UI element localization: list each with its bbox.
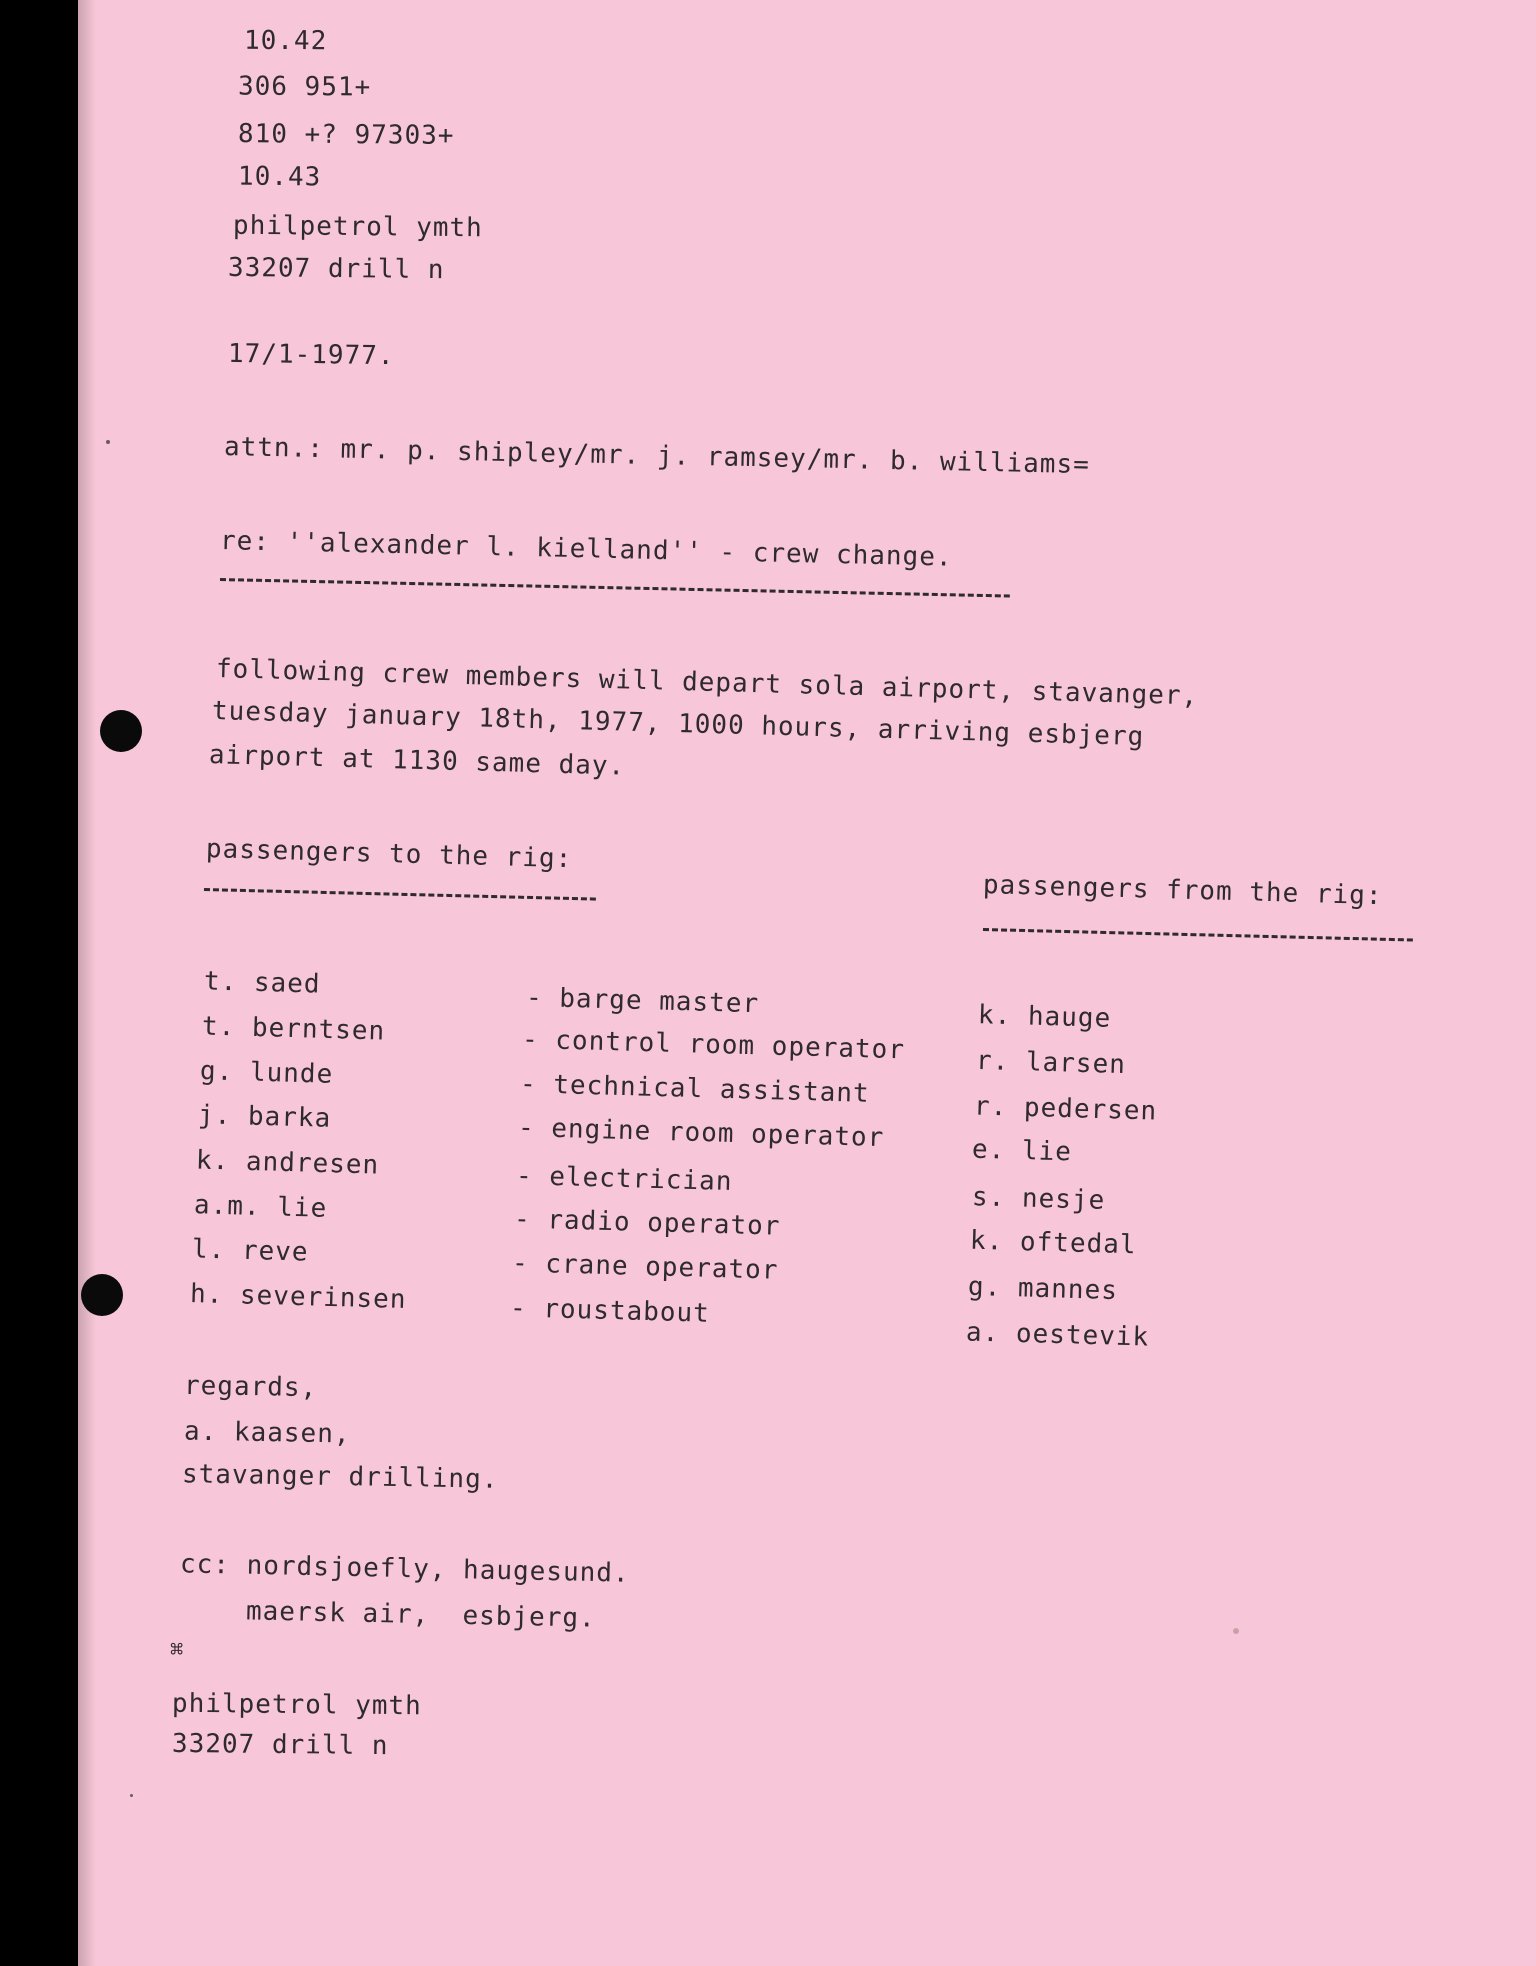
header-answerback-2: 33207 drill n <box>227 252 445 286</box>
dust-speck <box>106 440 110 444</box>
to-rig-role: - radio operator <box>513 1204 781 1242</box>
to-rig-role: - roustabout <box>509 1293 711 1329</box>
from-rig-name: g. mannes <box>967 1271 1119 1307</box>
message-date: 17/1-1977. <box>227 338 395 372</box>
subject-line: re: ''alexander l. kielland'' - crew change. <box>219 526 953 573</box>
from-rig-name: r. larsen <box>975 1045 1127 1081</box>
to-rig-role: - control room operator <box>521 1024 906 1066</box>
body-line-2: tuesday january 18th, 1977, 1000 hours, arriving esbjerg <box>211 696 1145 753</box>
telex-page <box>78 0 1536 1966</box>
punch-hole-top <box>100 710 142 752</box>
body-line-1: following crew members will depart sola airport, stavanger, <box>215 654 1199 712</box>
to-rig-role: - technical assistant <box>519 1069 871 1109</box>
header-code-1: 306 951+ <box>237 71 372 103</box>
cc-line-2: maersk air, esbjerg. <box>245 1596 597 1634</box>
punch-hole-bottom <box>81 1274 123 1316</box>
end-of-message-symbol: ⌘ <box>170 1638 185 1663</box>
to-rig-role: - barge master <box>525 982 760 1020</box>
from-rig-heading: passengers from the rig: <box>982 870 1383 912</box>
header-answerback-1: philpetrol ymth <box>232 210 483 244</box>
cc-line-1: cc: nordsjoefly, haugesund. <box>179 1549 630 1589</box>
sender-name: a. kaasen, <box>183 1416 351 1450</box>
from-rig-name: s. nesje <box>971 1182 1106 1216</box>
from-rig-name: e. lie <box>971 1134 1073 1168</box>
dust-speck <box>130 1794 133 1797</box>
to-rig-name: t. berntsen <box>201 1011 386 1047</box>
to-rig-role: - engine room operator <box>517 1112 885 1154</box>
body-line-3: airport at 1130 same day. <box>208 740 626 782</box>
to-rig-heading: passengers to the rig: <box>205 834 573 875</box>
header-time-2: 10.43 <box>237 161 322 193</box>
sender-company: stavanger drilling. <box>181 1459 499 1495</box>
from-rig-name: a. oestevik <box>965 1317 1150 1353</box>
to-rig-name: a.m. lie <box>193 1190 328 1224</box>
dust-speck <box>1233 1628 1239 1634</box>
subject-underline <box>220 578 1010 598</box>
footer-answerback-2: 33207 drill n <box>171 1728 389 1762</box>
from-rig-name: r. pedersen <box>973 1091 1158 1127</box>
to-rig-role: - crane operator <box>511 1248 779 1286</box>
scan-edge-shadow <box>78 0 96 1966</box>
to-rig-name: j. barka <box>197 1100 332 1134</box>
closing-regards: regards, <box>183 1370 318 1404</box>
to-rig-name: g. lunde <box>199 1056 334 1090</box>
to-rig-name: k. andresen <box>195 1145 380 1181</box>
from-rig-underline <box>983 928 1413 942</box>
to-rig-name: t. saed <box>203 966 321 1000</box>
from-rig-name: k. oftedal <box>969 1225 1137 1261</box>
footer-answerback-1: philpetrol ymth <box>171 1688 422 1722</box>
to-rig-name: l. reve <box>191 1234 309 1268</box>
attention-line: attn.: mr. p. shipley/mr. j. ramsey/mr. b. williams= <box>223 432 1091 481</box>
to-rig-name: h. severinsen <box>189 1278 407 1316</box>
header-code-2: 810 +? 97303+ <box>237 119 455 151</box>
from-rig-name: k. hauge <box>977 1000 1112 1034</box>
to-rig-underline <box>204 888 596 901</box>
to-rig-role: - electrician <box>515 1160 733 1198</box>
header-time-1: 10.42 <box>243 25 328 57</box>
